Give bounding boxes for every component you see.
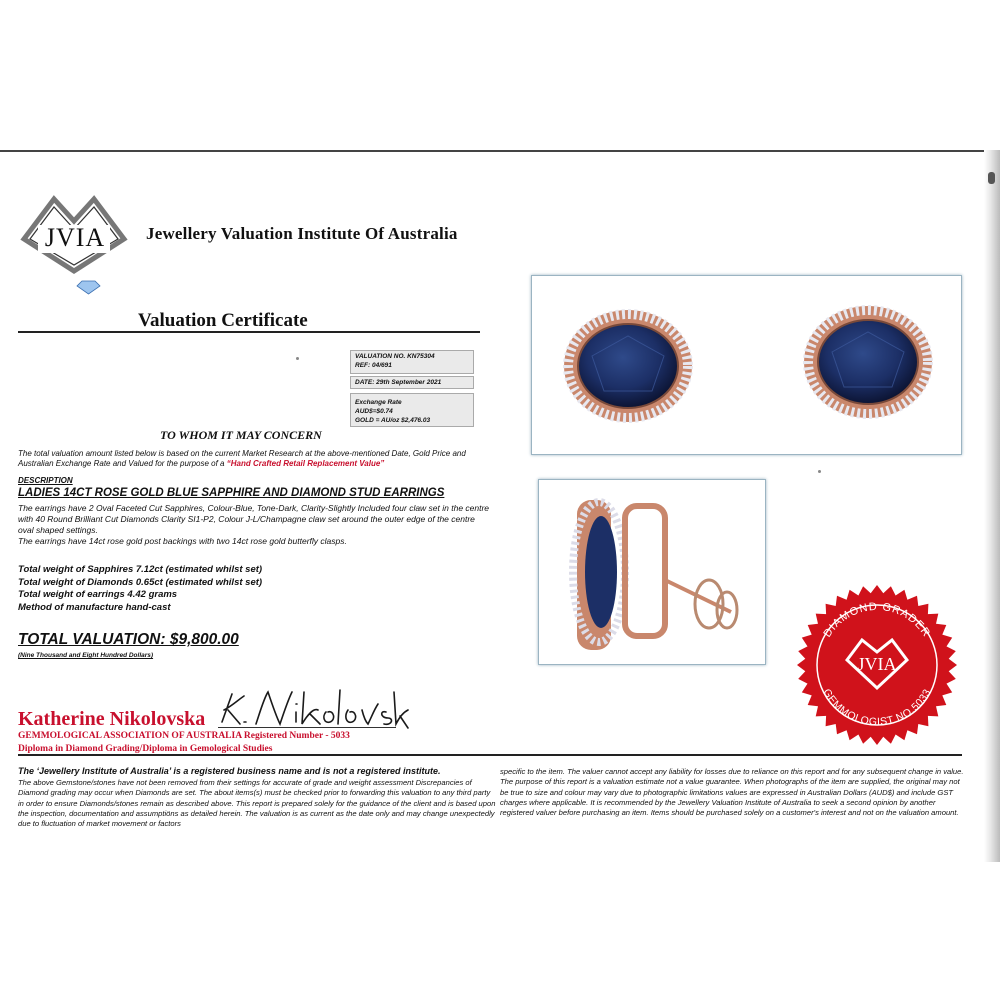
footer-divider [18, 754, 962, 756]
earring-side-photo [538, 479, 766, 665]
item-title: LADIES 14CT ROSE GOLD BLUE SAPPHIRE AND DIAMOND STUD EARRINGS [18, 487, 445, 499]
exchange-rate-label: Exchange Rate [355, 399, 402, 406]
diamond-icon [77, 281, 100, 294]
intro-paragraph [18, 449, 488, 469]
binder-hole [988, 172, 995, 184]
diploma: Diploma in Diamond Grading/Diploma in Gemological Studies [18, 744, 273, 754]
signatory-name: Katherine Nikolovska [18, 708, 206, 730]
left-earring [564, 310, 692, 422]
aud-rate: AUD$=$0.74 [355, 408, 393, 415]
earrings-front-photo [531, 275, 962, 455]
valuation-date: DATE: 29th September 2021 [355, 379, 442, 386]
weights-list [18, 564, 262, 614]
disclaimer-right: specific to the item. The valuer cannot accept any liability for losses due to reliance on this report and for any subsequent change in value. The purpose of this report is a valuation estimate not a value guarantee. When photographs of the item are supplied, the original may not be true to size and colour may vary due to photographic limitations values are expressed in Australian Dollars (AUD$) and include GST charges where applicable. It is recommended by the Jewellery Valuation Institute of Australia to seek a second opinion by another registered valuer before purchasing an item. Items should be purchased solely on a customer's interest and not on the valuation amount. [500, 767, 964, 818]
certificate-title: Valuation Certificate [138, 310, 308, 331]
total-valuation-words: (Nine Thousand and Eight Hundred Dollars) [18, 652, 154, 659]
scan-top-margin [0, 0, 1000, 150]
earrings-front-image [532, 276, 961, 454]
earring-side-image [539, 480, 765, 664]
seal-logo-text: JVIA [857, 654, 897, 674]
reference-number: REF: 04/691 [355, 362, 392, 369]
earring-side [573, 500, 737, 650]
disclaimer-left: The above Gemstone/stones have not been removed from their settings for accurate of grade and weight assessment Discrepancies of Diamond grading may occur when Diamonds are set. The about items(s) must be checked prior to forwarding this valuation to any third party in order to ensure Diamonds/stones remain as described above. This report is prepared solely for the guidance of the client and is based upon the inspection, documentation and assumptiöns as detailed herein. The valuation is as current as the date only and may change unexpectedly due to fluctuation of market movement or factors [18, 778, 496, 829]
right-earring [804, 306, 932, 418]
signature-line [218, 727, 396, 728]
description-label: DESCRIPTION [18, 476, 73, 485]
logo-text: JVIA [44, 223, 106, 252]
total-valuation: TOTAL VALUATION: $9,800.00 [18, 631, 239, 648]
intro-text: The total valuation amount listed below is based on the current Market Research at the above-mentioned Date, Gold Price and Australian Exchange Rate and Valued for the purpose of a [18, 449, 466, 468]
description-paragraph-1: The earrings have 2 Oval Faceted Cut Sapphires, Colour-Blue, Tone-Dark, Clarity-Slightly Included four claw set in the centre with 40 Round Brilliant Cut Diamonds Clarity SI1-P2, Colour J-L/Champagne claw set around the outer edge of the centre oval shaped settings. [18, 503, 490, 535]
salutation: TO WHOM IT MAY CONCERN [160, 428, 322, 442]
gold-price: GOLD = AU/oz $2,476.03 [355, 417, 431, 424]
scan-speck [296, 357, 299, 360]
earring-weight: Total weight of earrings 4.42 grams [18, 589, 178, 601]
organization-name: Jewellery Valuation Institute Of Australia [146, 224, 458, 243]
seal-bottom-text: GEMMOLOGIST NO.5033 [820, 686, 934, 729]
gemmological-association: GEMMOLOGICAL ASSOCIATION OF AUSTRALIA Registered Number - 5033 [18, 731, 350, 741]
seal-graphic [792, 580, 962, 750]
disclaimer-heading: The ‘Jewellery Institute of Australia’ is a registered business name and is not a registered institute. [18, 766, 441, 776]
seal-top-text: DIAMOND GRADER [821, 600, 933, 640]
diamond-weight: Total weight of Diamonds 0.65ct (estimated whilst set) [18, 576, 263, 588]
date-box [350, 376, 474, 389]
valuation-purpose: “Hand Crafted Retail Replacement Value” [226, 459, 385, 468]
valuation-number: VALUATION NO. KN75304 [355, 353, 435, 360]
sheet-edge-shadow [984, 150, 1000, 862]
description-paragraph-2: The earrings have 14ct rose gold post backings with two 14ct rose gold butterfly clasps. [18, 536, 347, 546]
manufacture-method: Method of manufacture hand-cast [18, 601, 171, 613]
diamond-grader-seal [792, 580, 962, 750]
item-description [18, 503, 490, 547]
title-divider [18, 331, 480, 333]
jvia-logo [20, 195, 128, 295]
exchange-rate-box [350, 393, 474, 427]
scan-speck [818, 470, 821, 473]
sapphire-weight: Total weight of Sapphires 7.12ct (estimated whilst set) [18, 564, 263, 575]
valuation-number-box [350, 350, 474, 374]
signature-text [0, 0, 1, 1]
